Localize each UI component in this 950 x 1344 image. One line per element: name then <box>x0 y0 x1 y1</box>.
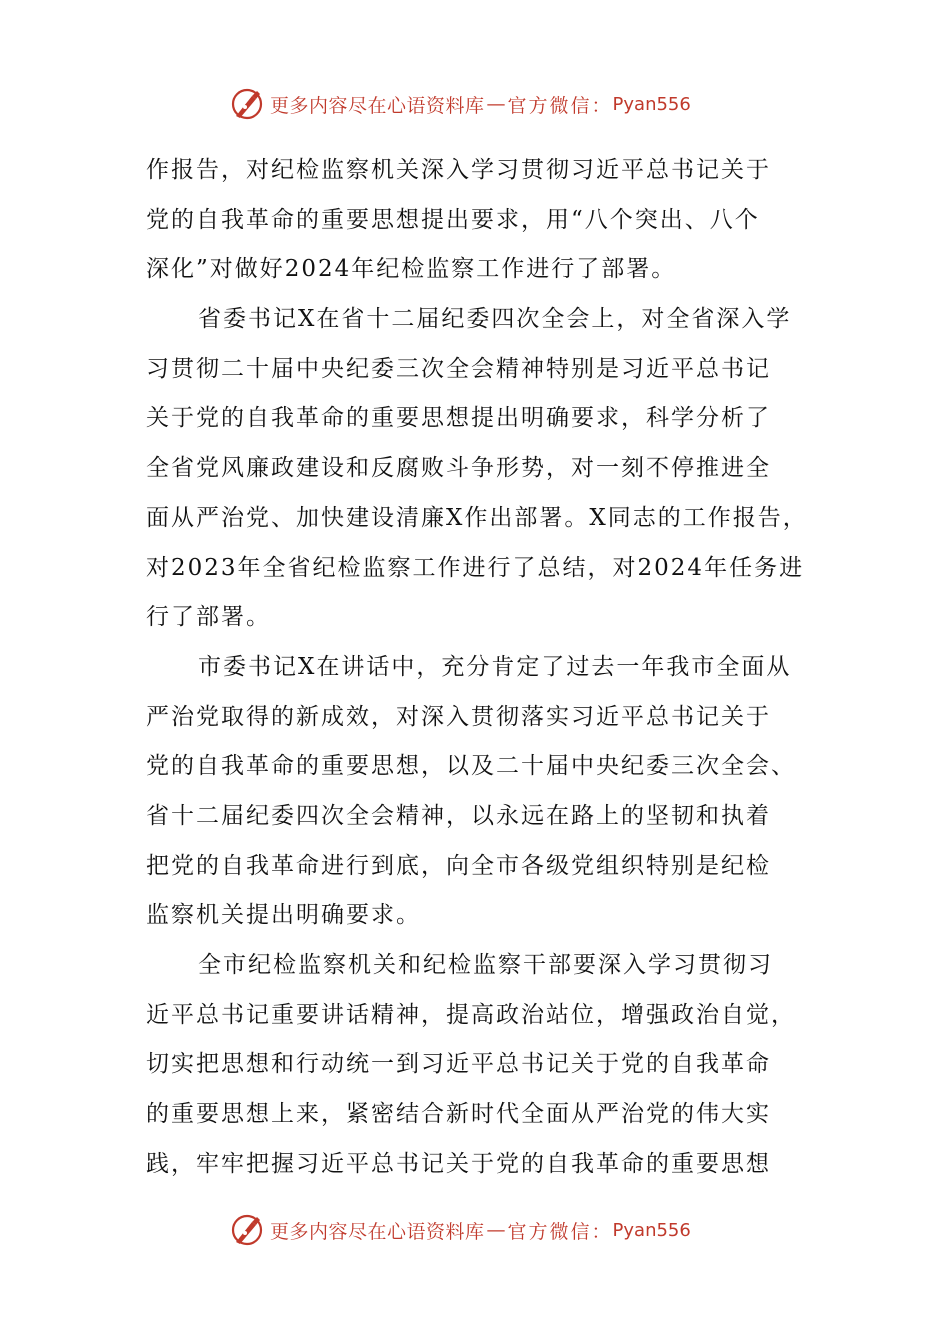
text-line: 严治党取得的新成效，对深入贯彻落实习近平总书记关于 <box>146 703 771 730</box>
text-line: 市委书记X在讲话中，充分肯定了过去一年我市全面从 <box>198 653 792 680</box>
text-line: 近平总书记重要讲话精神，提高政治站位，增强政治自觉， <box>146 1001 796 1028</box>
text-line: 习贯彻二十届中央纪委三次全会精神特别是习近平总书记 <box>146 355 771 382</box>
text-line: 全省党风廉政建设和反腐败斗争形势，对一刻不停推进全 <box>146 455 771 482</box>
text-line: 面从严治党、加快建设清廉X作出部署。X同志的工作报告， <box>146 504 808 531</box>
pen-nib-circle-icon <box>230 1213 264 1247</box>
banner-brand-text: 更多内容尽在心语资料库 <box>270 1220 485 1243</box>
text-line: 省十二届纪委四次全会精神，以永远在路上的坚韧和执着 <box>146 802 771 829</box>
banner-wechat-label: 官方微信： <box>507 1220 613 1243</box>
text-line: 党的自我革命的重要思想，以及二十届中央纪委三次全会、 <box>146 753 796 780</box>
text-line: 党的自我革命的重要思想提出要求，用“八个突出、八个 <box>146 206 760 233</box>
document-body <box>146 150 826 1193</box>
banner-wechat-label: 官方微信： <box>507 94 613 117</box>
pen-nib-circle-icon <box>230 87 264 121</box>
text-line: 践，牢牢把握习近平总书记关于党的自我革命的重要思想 <box>146 1150 771 1177</box>
text-line: 作报告，对纪检监察机关深入学习贯彻习近平总书记关于 <box>146 157 771 183</box>
text-line: 的重要思想上来，紧密结合新时代全面从严治党的伟大实 <box>146 1101 771 1128</box>
text-line: 监察机关提出明确要求。 <box>146 902 421 929</box>
banner-dash: — <box>486 1219 506 1241</box>
banner-wechat-id: Pyan556 <box>612 1219 691 1241</box>
text-line: 深化”对做好2024年纪检监察工作进行了部署。 <box>146 256 677 283</box>
text-line: 切实把思想和行动统一到习近平总书记关于党的自我革命 <box>146 1051 771 1078</box>
footer-watermark-banner <box>230 1210 730 1250</box>
banner-wechat-id: Pyan556 <box>612 93 691 115</box>
text-line: 行了部署。 <box>146 604 271 631</box>
banner-brand-text: 更多内容尽在心语资料库 <box>270 94 485 117</box>
text-line: 全市纪检监察机关和纪检监察干部要深入学习贯彻习 <box>198 952 773 978</box>
text-line: 对2023年全省纪检监察工作进行了总结，对2024年任务进 <box>146 554 805 581</box>
header-watermark-banner <box>230 84 730 124</box>
banner-dash: — <box>486 93 506 115</box>
text-line: 关于党的自我革命的重要思想提出明确要求，科学分析了 <box>146 405 771 432</box>
text-line: 省委书记X在省十二届纪委四次全会上，对全省深入学 <box>198 306 792 333</box>
text-line: 把党的自我革命进行到底，向全市各级党组织特别是纪检 <box>146 852 771 879</box>
